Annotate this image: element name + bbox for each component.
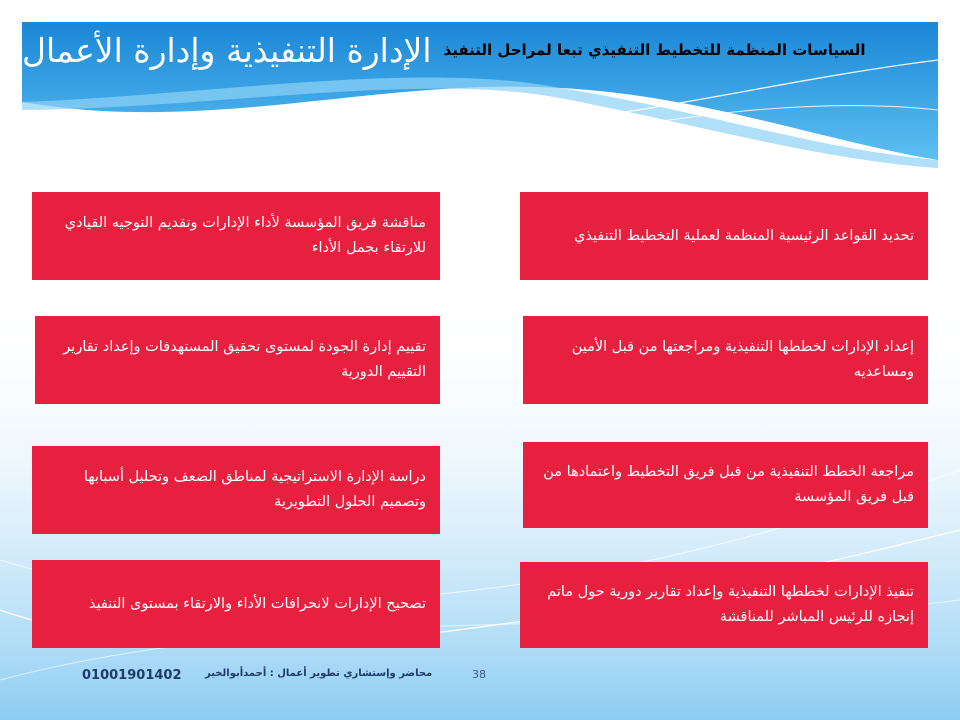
- policy-box-left-3: [32, 446, 440, 534]
- policy-text: مراجعة الخطط التنفيذية من قبل فريق التخطيط واعتمادها من قبل فريق المؤسسة: [543, 464, 914, 505]
- policy-text: تصحيح الإدارات لانحرافات الأداء والارتقاء بمستوى التنفيذ: [88, 595, 426, 612]
- footer-phone: 01001901402: [82, 668, 182, 683]
- page-number: 38: [472, 668, 486, 681]
- policy-box-right-2: [523, 316, 928, 404]
- policy-text: دراسة الإدارة الاستراتيجية لمناطق الضعف وتحليل أسبابها وتصميم الحلول التطويرية: [83, 469, 426, 510]
- page-subtitle: السياسات المنظمة للتخطيط التنفيذي تبعا لمراحل التنفيذ: [443, 41, 866, 59]
- policy-box-left-2: [35, 316, 440, 404]
- policy-text: تحديد القواعد الرئيسية المنظمة لعملية التخطيط التنفيذي: [574, 227, 914, 244]
- page-title: الإدارة التنفيذية وإدارة الأعمال: [22, 30, 432, 70]
- policy-box-right-4: [520, 562, 928, 648]
- footer-credit: محاضر وإستشاري تطوير أعمال : أحمدأبوالخير: [205, 668, 433, 679]
- policy-text: تقييم إدارة الجودة لمستوى تحقيق المستهدفات وإعداد تقارير التقييم الدورية: [63, 339, 426, 380]
- policy-box-right-1: [520, 192, 928, 280]
- title-bar: [22, 22, 938, 78]
- policy-box-right-3: [523, 442, 928, 528]
- policy-box-left-4: [32, 560, 440, 648]
- policy-text: إعداد الإدارات لخططها التنفيذية ومراجعتها من قبل الأمين ومساعديه: [571, 339, 914, 380]
- policy-text: تنفيذ الإدارات لخططها التنفيذية وإعداد تقارير دورية حول ماتم إنجازه للرئيس المباشر للمناقشة: [547, 584, 914, 625]
- policy-box-left-1: [32, 192, 440, 280]
- policy-text: مناقشة فريق المؤسسة لأداء الإدارات وتقديم التوجيه القيادي للارتقاء بجمل الأداء: [64, 215, 426, 256]
